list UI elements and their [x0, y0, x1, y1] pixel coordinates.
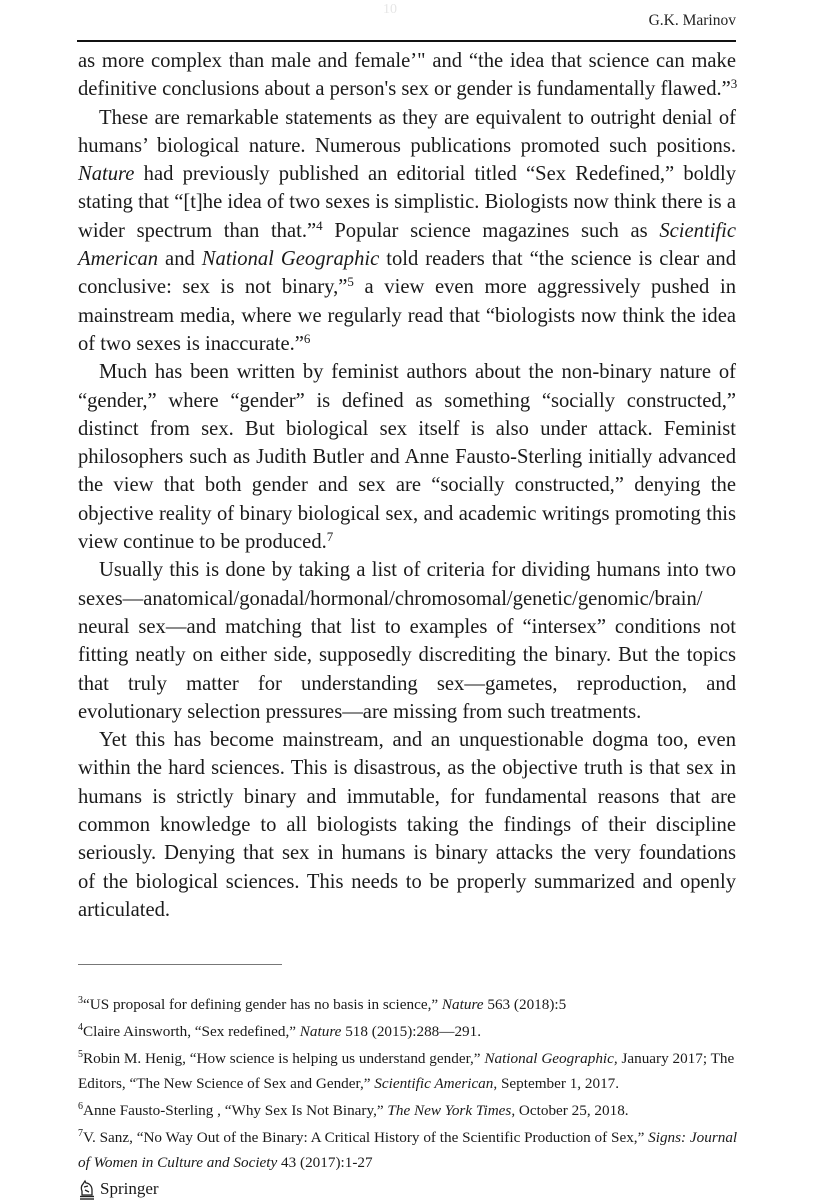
footnote-rule: [78, 964, 282, 965]
text-line: [78, 839, 736, 867]
text-run: Yet this has become mainstream, and an unquestionable dogma too, even: [99, 729, 736, 752]
text-run: humans’ biological nature. Numerous publications promoted such positions.: [78, 134, 736, 157]
footnote: [78, 1125, 740, 1175]
text-run: 518 (2015):288—291.: [341, 1023, 482, 1040]
text-run: V. Sanz, “No Way Out of the Binary: A Critical History of the Scientific Production of Sex,”: [83, 1129, 649, 1146]
text-line: [78, 556, 736, 584]
springer-logo: [78, 1178, 159, 1200]
text-line: [78, 896, 736, 924]
text-run: neural sex—and matching that list to examples of “intersex” conditions not: [78, 615, 736, 638]
text-run: the view that both gender and sex are “socially constructed,” denying the: [78, 474, 736, 497]
text-line: [78, 641, 736, 669]
footnote-marker: 6: [78, 1101, 83, 1112]
paragraph: [78, 556, 736, 726]
text-line: [78, 188, 736, 216]
text-run: a view even more aggressively pushed in: [353, 276, 736, 299]
publisher-name: Springer: [100, 1179, 159, 1198]
text-line: [78, 330, 736, 358]
text-run: These are remarkable statements as they are equivalent to outright denial of: [99, 106, 736, 129]
text-run: Much has been written by feminist authors about the non-binary nature of: [99, 361, 736, 384]
footnote-marker: 6: [303, 330, 311, 346]
footnotes: [78, 992, 740, 1177]
text-run: conclusive: sex is not binary,”: [78, 276, 348, 299]
footnote: [78, 1046, 740, 1096]
text-run: “US proposal for defining gender has no basis in science,”: [83, 996, 442, 1013]
text-run: Popular science magazines such as: [322, 219, 660, 242]
text-run: seriously. Denying that sex in humans is binary attacks the very foundations: [78, 842, 736, 865]
paragraph: [78, 104, 736, 359]
footnote-marker: 5: [347, 274, 354, 290]
text-line: [78, 613, 736, 641]
text-run: “gender,” where “gender” is defined as something “socially constructed,”: [78, 389, 736, 412]
text-run: evolutionary selection pressures—are missing from such treatments.: [78, 700, 642, 723]
footnote-marker: 7: [326, 528, 334, 544]
footnote-marker: 5: [78, 1049, 83, 1060]
text-line: [78, 585, 736, 613]
text-line: [78, 726, 736, 754]
text-run: wider spectrum than that.”: [78, 219, 317, 242]
italic-text: The New York Times: [387, 1102, 512, 1119]
chess-knight-icon: [78, 1178, 96, 1200]
text-run: objective reality of binary biological sex, and academic writings promoting this: [78, 502, 736, 525]
text-run: fitting neatly on either side, supposedly discrediting the binary. But the topics: [78, 644, 736, 667]
italic-text: National Geographic: [201, 248, 380, 271]
text-run: stating that “[t]he idea of two sexes is simplistic. Biologists now think there is a: [78, 191, 736, 214]
text-line: [78, 245, 736, 273]
text-run: Claire Ainsworth, “Sex redefined,”: [83, 1023, 300, 1040]
text-run: and: [158, 248, 202, 271]
text-run: January 2017; The Editors, “The New Science of Sex and Gender,”: [78, 1050, 735, 1092]
italic-text: Nature: [441, 996, 484, 1013]
text-run: had previously published an editorial titled “Sex Redefined,” boldly: [134, 163, 736, 186]
text-run: articulated.: [78, 898, 171, 921]
text-run: , October 25, 2018.: [511, 1102, 629, 1119]
page-number: 10: [383, 2, 397, 17]
text-run: 43 (2017):1-27: [277, 1154, 373, 1171]
footnote: [78, 1019, 740, 1044]
text-line: [78, 698, 736, 726]
text-run: mainstream media, where we regularly read that “biologists now think the idea: [78, 304, 736, 327]
text-line: [78, 670, 736, 698]
footnote: [78, 1098, 740, 1123]
paragraph: [78, 358, 736, 556]
italic-text: Scientific American: [374, 1075, 494, 1092]
footnote-marker: 3: [730, 76, 738, 92]
paragraph: [78, 47, 736, 104]
text-line: [78, 358, 736, 386]
text-run: philosophers such as Judith Butler and Anne Fausto-Sterling initially advanced: [78, 446, 736, 469]
text-run: humans is strictly binary and immutable, for fundamental reasons that are: [78, 785, 736, 808]
text-line: [78, 273, 736, 301]
text-run: sexes—anatomical/gonadal/hormonal/chromosomal/genetic/genomic/brain/: [78, 587, 703, 610]
text-run: Robin M. Henig, “How science is helping us understand gender,”: [83, 1050, 485, 1067]
text-line: [78, 811, 736, 839]
text-run: Usually this is done by taking a list of criteria for dividing humans into two: [99, 559, 736, 582]
text-run: view continue to be produced.: [78, 531, 327, 554]
footnote-marker: 7: [78, 1128, 83, 1139]
text-line: [78, 104, 736, 132]
text-line: [78, 471, 736, 499]
text-run: common knowledge to all biologists taking the findings of their discipline: [78, 814, 736, 837]
text-run: that truly matter for understanding sex—gametes, reproduction, and: [78, 672, 736, 695]
paragraph: [78, 726, 736, 924]
text-line: [78, 443, 736, 471]
footnote-marker: 4: [78, 1022, 83, 1033]
text-run: as more complex than male and female’" and “the idea that science can make: [78, 50, 736, 72]
footnote-marker: 3: [78, 995, 83, 1006]
text-line: [78, 528, 736, 556]
italic-text: American: [78, 248, 159, 271]
footnote-marker: 4: [316, 217, 323, 233]
body-text: [78, 47, 736, 924]
text-run: Anne Fausto-Sterling , “Why Sex Is Not Binary,”: [83, 1102, 388, 1119]
text-line: [78, 500, 736, 528]
text-line: [78, 132, 736, 160]
text-line: [78, 160, 736, 188]
italic-text: Nature: [78, 163, 135, 186]
header-rule: [77, 40, 736, 42]
text-line: [78, 868, 736, 896]
text-run: told readers that “the science is clear and: [379, 248, 736, 271]
text-run: 563 (2018):5: [483, 996, 567, 1013]
text-run: within the hard sciences. This is disastrous, as the objective truth is that sex in: [78, 757, 736, 780]
text-run: , September 1, 2017.: [493, 1075, 620, 1092]
text-line: [78, 302, 736, 330]
italic-text: Signs: Journal of Women in Culture and Society: [78, 1129, 738, 1171]
text-line: [78, 217, 736, 245]
text-line: [78, 75, 736, 103]
text-line: [78, 47, 736, 75]
footnote: [78, 992, 740, 1017]
text-run: distinct from sex. But biological sex itself is also under attack. Feminist: [78, 417, 736, 440]
italic-text: National Geographic,: [484, 1050, 618, 1067]
italic-text: Nature: [299, 1023, 342, 1040]
text-line: [78, 783, 736, 811]
running-head: G.K. Marinov: [648, 12, 736, 29]
text-line: [78, 754, 736, 782]
text-run: definitive conclusions about a person's sex or gender is fundamentally flawed.”: [78, 78, 731, 101]
text-run: of the biological sciences. This needs to be properly summarized and openly: [78, 870, 736, 893]
text-run: of two sexes is inaccurate.”: [78, 332, 304, 355]
text-line: [78, 387, 736, 415]
text-line: [78, 415, 736, 443]
italic-text: Scientific: [659, 219, 736, 242]
